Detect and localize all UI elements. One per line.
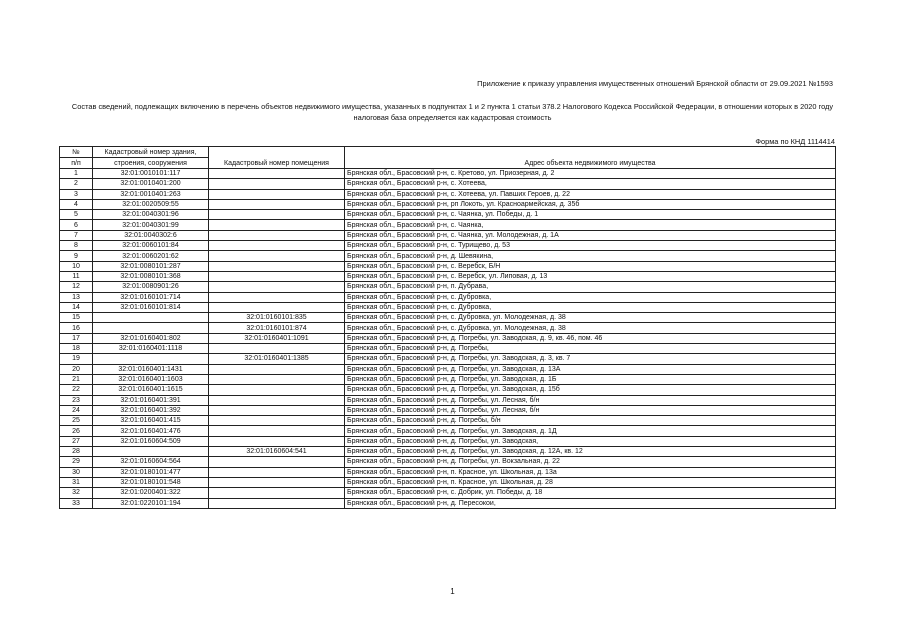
table-row: [60, 344, 836, 354]
table-row: [60, 282, 836, 292]
table-row: [60, 436, 836, 446]
premise-cadastral-number: [209, 230, 345, 240]
row-number: 27: [60, 436, 93, 446]
building-cadastral-number: [93, 354, 209, 364]
row-number: 9: [60, 251, 93, 261]
table-row: [60, 374, 836, 384]
building-cadastral-number: 32:01:0060101:84: [93, 241, 209, 251]
building-cadastral-number: 32:01:0160604:509: [93, 436, 209, 446]
premise-cadastral-number: [209, 416, 345, 426]
address-cell: Брянская обл., Брасовский р-н, п. Дубрава,: [345, 282, 836, 292]
building-cadastral-number: 32:01:0080101:287: [93, 261, 209, 271]
appendix-note: Приложение к приказу управления имущественных отношений Брянской области от 29.09.2021 №1593: [477, 79, 833, 88]
premise-cadastral-number: [209, 220, 345, 230]
building-cadastral-number: 32:01:0180101:548: [93, 477, 209, 487]
row-number: 21: [60, 374, 93, 384]
address-cell: Брянская обл., Брасовский р-н, с. Дубровка, ул. Молодежная, д. 38: [345, 323, 836, 333]
row-number: 12: [60, 282, 93, 292]
premise-cadastral-number: [209, 374, 345, 384]
row-number: 28: [60, 447, 93, 457]
premise-cadastral-number: [209, 251, 345, 261]
row-number: 11: [60, 271, 93, 281]
row-number: 3: [60, 189, 93, 199]
building-cadastral-number: 32:01:0160101:714: [93, 292, 209, 302]
premise-cadastral-number: 32:01:0160401:1385: [209, 354, 345, 364]
building-cadastral-number: 32:01:0160401:392: [93, 405, 209, 415]
premise-cadastral-number: [209, 405, 345, 415]
table-row: [60, 488, 836, 498]
table-row: [60, 220, 836, 230]
building-cadastral-number: 32:01:0080901:26: [93, 282, 209, 292]
address-cell: Брянская обл., Брасовский р-н, с. Хотеева,: [345, 179, 836, 189]
building-cadastral-number: 32:01:0160401:391: [93, 395, 209, 405]
row-number: 14: [60, 302, 93, 312]
table-row: [60, 302, 836, 312]
address-cell: Брянская обл., Брасовский р-н, д. Погребы, ул. Заводская, д. 13А: [345, 364, 836, 374]
row-number: 13: [60, 292, 93, 302]
header-num-line2: п/п: [60, 158, 93, 169]
premise-cadastral-number: 32:01:0160101:874: [209, 323, 345, 333]
building-cadastral-number: 32:01:0020509:55: [93, 199, 209, 209]
table-row: [60, 210, 836, 220]
row-number: 1: [60, 169, 93, 179]
premise-cadastral-number: [209, 477, 345, 487]
row-number: 4: [60, 199, 93, 209]
address-cell: Брянская обл., Брасовский р-н, п. Красное, ул. Школьная, д. 28: [345, 477, 836, 487]
row-number: 19: [60, 354, 93, 364]
premise-cadastral-number: 32:01:0160101:835: [209, 313, 345, 323]
premise-cadastral-number: [209, 261, 345, 271]
row-number: 6: [60, 220, 93, 230]
building-cadastral-number: 32:01:0160401:1615: [93, 385, 209, 395]
premise-cadastral-number: [209, 344, 345, 354]
address-cell: Брянская обл., Брасовский р-н, с. Добрик, ул. Победы, д. 18: [345, 488, 836, 498]
table-row: [60, 169, 836, 179]
row-number: 33: [60, 498, 93, 508]
building-cadastral-number: 32:01:0160401:415: [93, 416, 209, 426]
header-num-line1: №: [60, 147, 93, 158]
row-number: 32: [60, 488, 93, 498]
row-number: 7: [60, 230, 93, 240]
address-cell: Брянская обл., Брасовский р-н, с. Кретово, ул. Приозерная, д. 2: [345, 169, 836, 179]
premise-cadastral-number: [209, 385, 345, 395]
header-building-line2: строения, сооружения: [93, 158, 209, 169]
address-cell: Брянская обл., Брасовский р-н, д. Погребы, ул. Заводская, д. 12А, кв. 12: [345, 447, 836, 457]
property-table: [59, 146, 836, 509]
table-row: [60, 395, 836, 405]
header-row: [60, 147, 836, 158]
table-row: [60, 498, 836, 508]
row-number: 16: [60, 323, 93, 333]
page-number: 1: [450, 587, 455, 596]
premise-cadastral-number: [209, 302, 345, 312]
table-row: [60, 426, 836, 436]
building-cadastral-number: 32:01:0010401:263: [93, 189, 209, 199]
premise-cadastral-number: [209, 199, 345, 209]
premise-cadastral-number: [209, 282, 345, 292]
address-cell: Брянская обл., Брасовский р-н, д. Погребы, ул. Заводская, д. 9, кв. 46, пом. 46: [345, 333, 836, 343]
table-row: [60, 405, 836, 415]
premise-cadastral-number: 32:01:0160401:1091: [209, 333, 345, 343]
table-row: [60, 189, 836, 199]
premise-cadastral-number: [209, 271, 345, 281]
row-number: 17: [60, 333, 93, 343]
premise-cadastral-number: 32:01:0160604:541: [209, 447, 345, 457]
table-row: [60, 323, 836, 333]
table-body: [60, 169, 836, 509]
form-code: Форма по КНД 1114414: [755, 137, 835, 146]
row-number: 31: [60, 477, 93, 487]
premise-cadastral-number: [209, 498, 345, 508]
row-number: 25: [60, 416, 93, 426]
address-cell: Брянская обл., Брасовский р-н, д. Погребы, ул. Заводская,: [345, 436, 836, 446]
address-cell: Брянская обл., Брасовский р-н, д. Погребы, ул. Заводская, д. 1Б: [345, 374, 836, 384]
building-cadastral-number: 32:01:0160401:1431: [93, 364, 209, 374]
building-cadastral-number: 32:01:0080101:368: [93, 271, 209, 281]
building-cadastral-number: 32:01:0160101:814: [93, 302, 209, 312]
table-row: [60, 354, 836, 364]
table-row: [60, 416, 836, 426]
building-cadastral-number: 32:01:0040301:99: [93, 220, 209, 230]
address-cell: Брянская обл., Брасовский р-н, д. Погребы, ул. Лесная, б/н: [345, 395, 836, 405]
row-number: 5: [60, 210, 93, 220]
address-cell: Брянская обл., Брасовский р-н, с. Чаянка, ул. Молодежная, д. 1А: [345, 230, 836, 240]
building-cadastral-number: [93, 313, 209, 323]
address-cell: Брянская обл., Брасовский р-н, с. Турищево, д. 53: [345, 241, 836, 251]
address-cell: Брянская обл., Брасовский р-н, рп Локоть, ул. Красноармейская, д. 35б: [345, 199, 836, 209]
row-number: 8: [60, 241, 93, 251]
table-row: [60, 457, 836, 467]
table-row: [60, 292, 836, 302]
building-cadastral-number: 32:01:0180101:477: [93, 467, 209, 477]
table-row: [60, 251, 836, 261]
table-row: [60, 313, 836, 323]
premise-cadastral-number: [209, 426, 345, 436]
address-cell: Брянская обл., Брасовский р-н, с. Веребск, Б/Н: [345, 261, 836, 271]
row-number: 18: [60, 344, 93, 354]
address-cell: Брянская обл., Брасовский р-н, д. Погребы, ул. Заводская, д. 1Д: [345, 426, 836, 436]
address-cell: Брянская обл., Брасовский р-н, д. Погребы, б/н: [345, 416, 836, 426]
premise-cadastral-number: [209, 210, 345, 220]
building-cadastral-number: [93, 447, 209, 457]
address-cell: Брянская обл., Брасовский р-н, с. Дубровка,: [345, 292, 836, 302]
address-cell: Брянская обл., Брасовский р-н, п. Красное, ул. Школьная, д. 13а: [345, 467, 836, 477]
row-number: 26: [60, 426, 93, 436]
premise-cadastral-number: [209, 189, 345, 199]
address-cell: Брянская обл., Брасовский р-н, с. Дубровка,: [345, 302, 836, 312]
table-row: [60, 261, 836, 271]
table-row: [60, 447, 836, 457]
building-cadastral-number: 32:01:0160401:1118: [93, 344, 209, 354]
row-number: 10: [60, 261, 93, 271]
premise-cadastral-number: [209, 488, 345, 498]
building-cadastral-number: 32:01:0010101:117: [93, 169, 209, 179]
premise-cadastral-number: [209, 179, 345, 189]
premise-cadastral-number: [209, 364, 345, 374]
address-cell: Брянская обл., Брасовский р-н, д. Шевякина,: [345, 251, 836, 261]
building-cadastral-number: 32:01:0220101:194: [93, 498, 209, 508]
building-cadastral-number: 32:01:0160604:564: [93, 457, 209, 467]
address-cell: Брянская обл., Брасовский р-н, д. Погребы, ул. Вокзальная, д. 22: [345, 457, 836, 467]
row-number: 23: [60, 395, 93, 405]
address-cell: Брянская обл., Брасовский р-н, с. Веребск, ул. Липовая, д. 13: [345, 271, 836, 281]
header-address: Адрес объекта недвижимого имущества: [345, 147, 836, 169]
address-cell: Брянская обл., Брасовский р-н, с. Чаянка,: [345, 220, 836, 230]
address-cell: Брянская обл., Брасовский р-н, с. Дубровка, ул. Молодежная, д. 38: [345, 313, 836, 323]
building-cadastral-number: 32:01:0200401:322: [93, 488, 209, 498]
address-cell: Брянская обл., Брасовский р-н, д. Погребы, ул. Лесная, б/н: [345, 405, 836, 415]
building-cadastral-number: 32:01:0010401:200: [93, 179, 209, 189]
row-number: 2: [60, 179, 93, 189]
premise-cadastral-number: [209, 467, 345, 477]
table-row: [60, 333, 836, 343]
table-row: [60, 385, 836, 395]
address-cell: Брянская обл., Брасовский р-н, д. Пересокои,: [345, 498, 836, 508]
building-cadastral-number: [93, 323, 209, 333]
row-number: 30: [60, 467, 93, 477]
premise-cadastral-number: [209, 457, 345, 467]
address-cell: Брянская обл., Брасовский р-н, д. Погребы, ул. Заводская, д. 15б: [345, 385, 836, 395]
header-building-line1: Кадастровый номер здания,: [93, 147, 209, 158]
premise-cadastral-number: [209, 395, 345, 405]
building-cadastral-number: 32:01:0040302:6: [93, 230, 209, 240]
row-number: 20: [60, 364, 93, 374]
building-cadastral-number: 32:01:0160401:802: [93, 333, 209, 343]
table-row: [60, 230, 836, 240]
table-row: [60, 364, 836, 374]
table-row: [60, 467, 836, 477]
row-number: 24: [60, 405, 93, 415]
row-number: 22: [60, 385, 93, 395]
document-title: Состав сведений, подлежащих включению в перечень объектов недвижимого имущества, указанных в подпунктах 1 и 2 пункта 1 статьи 378.2 Налогового Кодекса Российской Федерации, в отношении которых в 2020 году налоговая база определяется как кадастровая стоимость: [71, 102, 834, 122]
address-cell: Брянская обл., Брасовский р-н, д. Погребы, ул. Заводская, д. 3, кв. 7: [345, 354, 836, 364]
address-cell: Брянская обл., Брасовский р-н, д. Погребы,: [345, 344, 836, 354]
table-row: [60, 271, 836, 281]
row-number: 29: [60, 457, 93, 467]
table-row: [60, 241, 836, 251]
building-cadastral-number: 32:01:0040301:96: [93, 210, 209, 220]
header-premise: Кадастровый номер помещения: [209, 147, 345, 169]
premise-cadastral-number: [209, 292, 345, 302]
building-cadastral-number: 32:01:0060201:62: [93, 251, 209, 261]
address-cell: Брянская обл., Брасовский р-н, с. Чаянка, ул. Победы, д. 1: [345, 210, 836, 220]
table-row: [60, 179, 836, 189]
address-cell: Брянская обл., Брасовский р-н, с. Хотеева, ул. Павших Героев, д. 22: [345, 189, 836, 199]
building-cadastral-number: 32:01:0160401:1603: [93, 374, 209, 384]
table-row: [60, 199, 836, 209]
premise-cadastral-number: [209, 169, 345, 179]
premise-cadastral-number: [209, 436, 345, 446]
building-cadastral-number: 32:01:0160401:476: [93, 426, 209, 436]
premise-cadastral-number: [209, 241, 345, 251]
table-row: [60, 477, 836, 487]
row-number: 15: [60, 313, 93, 323]
